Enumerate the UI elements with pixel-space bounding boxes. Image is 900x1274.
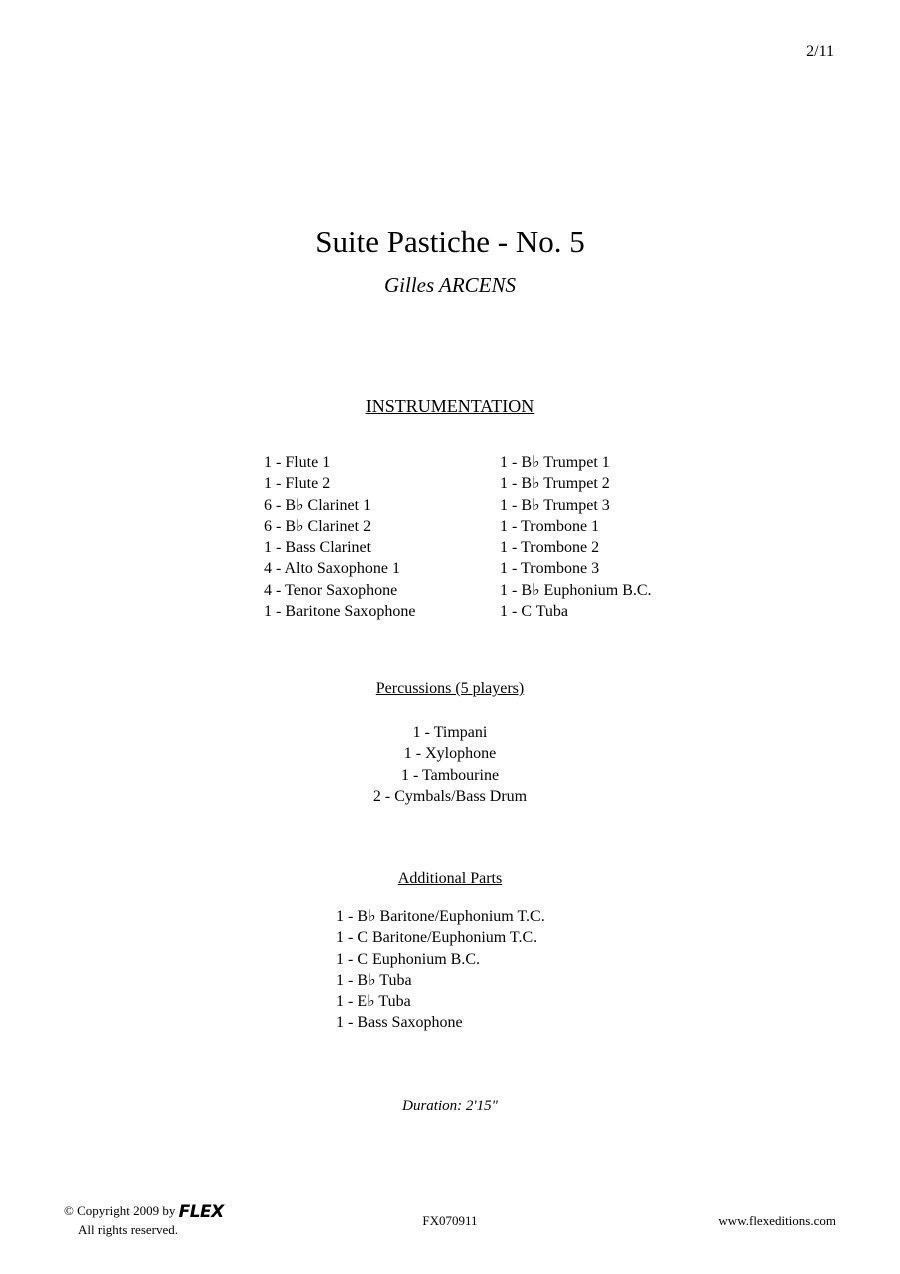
instrument-item: 1 - Baritone Saxophone [264, 603, 416, 621]
additional-parts-list [336, 906, 545, 1034]
additional-part-item: 1 - B♭ Baritone/Euphonium T.C. [336, 908, 545, 925]
percussion-list [0, 722, 900, 807]
instrument-item: 6 - B♭ Clarinet 1 [264, 496, 372, 514]
instrument-item: 1 - Trombone 3 [500, 560, 600, 578]
percussion-item: 1 - Tambourine [400, 766, 500, 784]
additional-part-item: 1 - C Euphonium B.C. [336, 950, 481, 968]
instrument-item: 1 - Trombone 1 [500, 517, 600, 535]
percussion-heading: Percussions (5 players) [375, 680, 525, 697]
instrument-item: 4 - Alto Saxophone 1 [264, 560, 400, 578]
copyright-text: © Copyright 2009 by [64, 1203, 176, 1218]
instrument-item: 1 - B♭ Trumpet 1 [500, 454, 610, 471]
additional-part-item: 1 - B♭ Tuba [336, 971, 412, 989]
instrument-item: 4 - Tenor Saxophone [264, 581, 398, 599]
percussion-item: 2 - Cymbals/Bass Drum [372, 787, 528, 805]
instrument-item: 6 - B♭ Clarinet 2 [264, 517, 372, 535]
instrument-item: 1 - C Tuba [500, 603, 569, 621]
instrument-item: 1 - B♭ Trumpet 3 [500, 496, 610, 514]
percussion-item: 1 - Xylophone [403, 745, 497, 763]
additional-part-item: 1 - Bass Saxophone [336, 1014, 463, 1032]
composer-name: Gilles ARCENS [383, 273, 517, 297]
additional-parts-heading: Additional Parts [397, 870, 503, 887]
page-title: Suite Pastiche - No. 5 [315, 224, 585, 259]
instrument-list-left [264, 452, 416, 622]
duration: Duration: 2'15" [402, 1098, 498, 1114]
instrument-item: 1 - Trombone 2 [500, 539, 600, 557]
instrument-item: 1 - Flute 2 [264, 475, 331, 493]
instrumentation-heading: INSTRUMENTATION [365, 396, 535, 416]
additional-part-item: 1 - E♭ Tuba [336, 993, 411, 1011]
instrument-item: 1 - Flute 1 [264, 454, 331, 471]
instrument-list-right [500, 452, 652, 622]
page-number: 2/11 [806, 43, 834, 60]
instrument-item: 1 - Bass Clarinet [264, 539, 372, 557]
website-url: www.flexeditions.com [718, 1213, 836, 1228]
rights-text: All rights reserved. [78, 1222, 179, 1237]
catalog-number: FX070911 [422, 1213, 478, 1228]
instrument-item: 1 - B♭ Trumpet 2 [500, 475, 610, 493]
instrument-item: 1 - B♭ Euphonium B.C. [500, 581, 652, 599]
percussion-item: 1 - Timpani [412, 724, 488, 741]
flex-logo: FLEX [178, 1202, 224, 1222]
additional-part-item: 1 - C Baritone/Euphonium T.C. [336, 929, 538, 947]
